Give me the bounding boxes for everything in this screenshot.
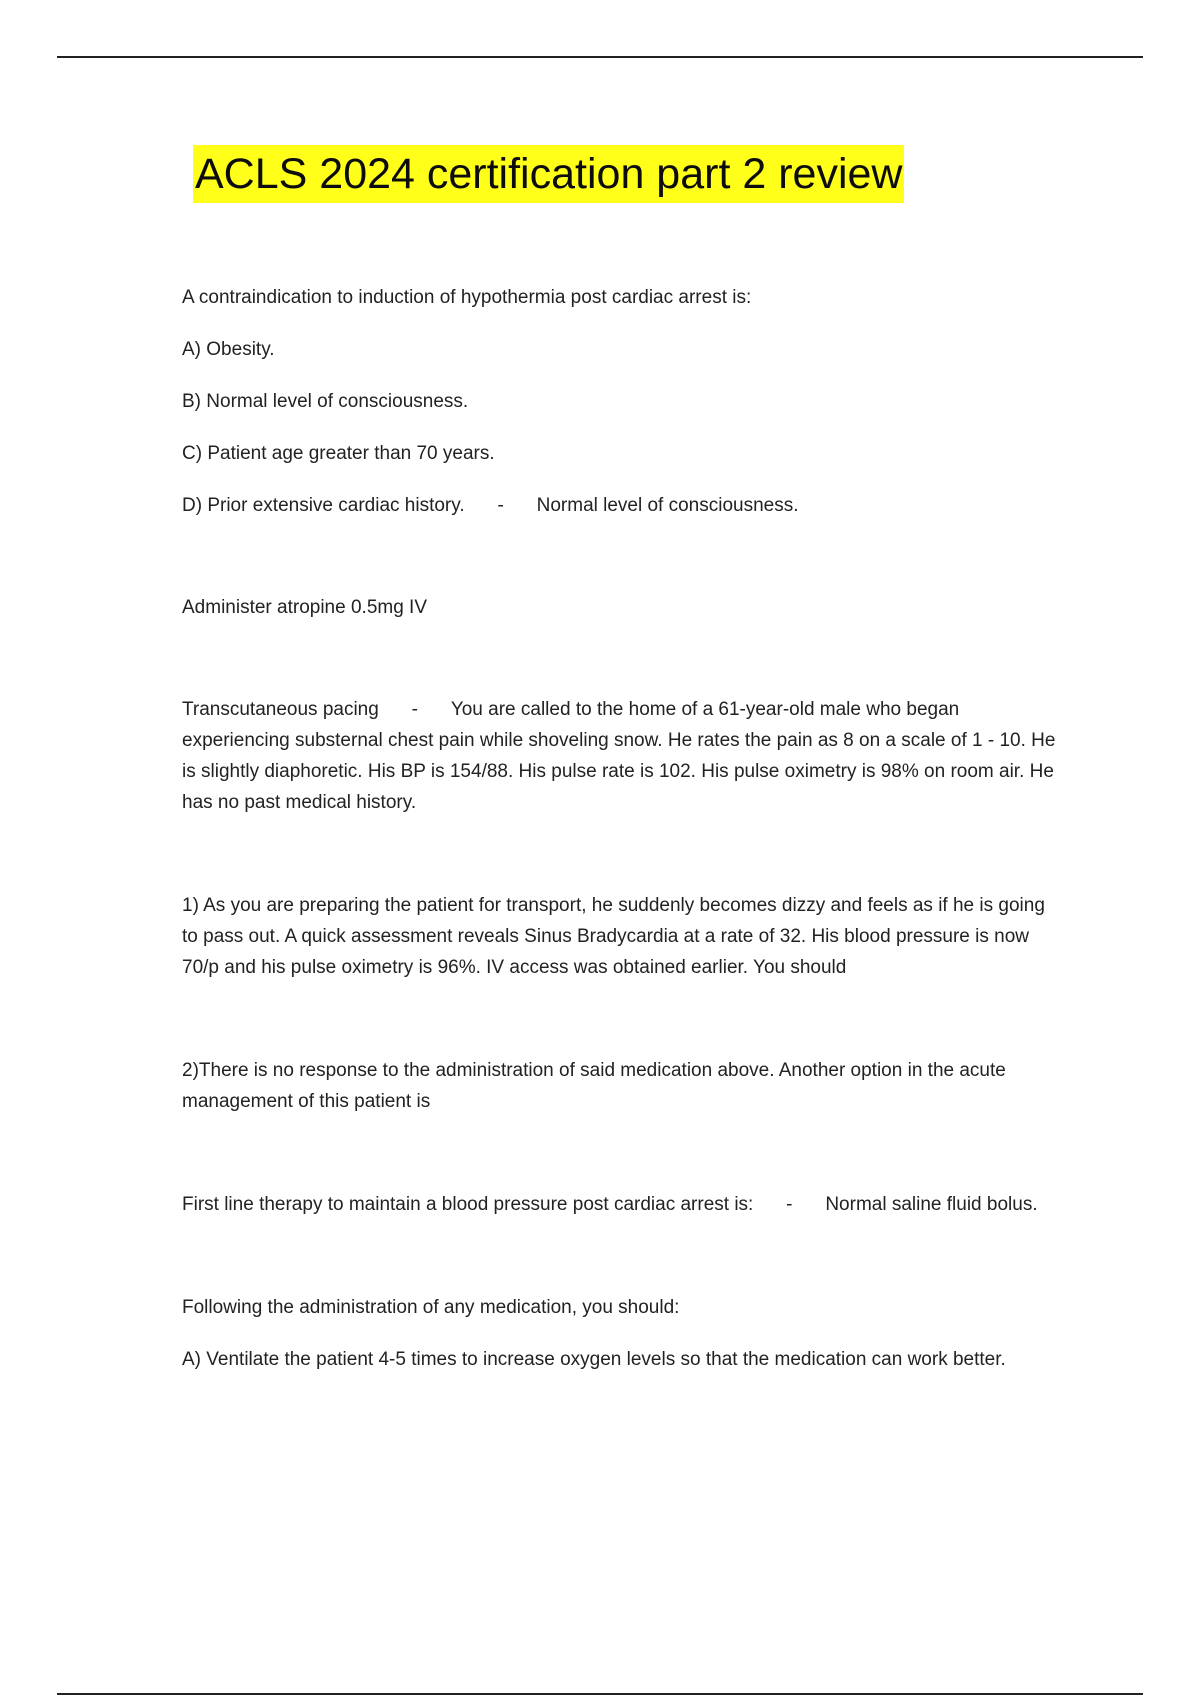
option-b: B) Normal level of consciousness. (182, 391, 469, 412)
atropine-line: Administer atropine 0.5mg IV (182, 597, 428, 618)
option-c: C) Patient age greater than 70 years. (182, 443, 495, 464)
option-d-with-answer (182, 490, 1062, 521)
pacing-label: Transcutaneous pacing (182, 699, 379, 720)
document-title: ACLS 2024 certification part 2 review (193, 145, 904, 203)
sub-question-1: 1) As you are preparing the patient for transport, he suddenly becomes dizzy and feels as if he is going to pass out. A quick assessment reveals Sinus Bradycardia at a rate of 32. His blood pressure is now 70/p and his pulse oximetry is 96%. IV access was obtained earlier. You should (182, 895, 1045, 978)
option-a: A) Obesity. (182, 339, 275, 360)
answer-separator: - (497, 495, 504, 516)
option-d: D) Prior extensive cardiac history. (182, 495, 465, 516)
top-rule (57, 56, 1143, 58)
answer-hypothermia: Normal level of consciousness. (536, 495, 799, 516)
sub-question-2: 2)There is no response to the administration of said medication above. Another option in the acute management of this patient is (182, 1060, 1006, 1112)
question-medication: Following the administration of any medication, you should: (182, 1297, 680, 1318)
document-body (182, 282, 1062, 1375)
bp-question: First line therapy to maintain a blood pressure post cardiac arrest is: (182, 1194, 754, 1215)
bp-separator: - (786, 1194, 793, 1215)
pacing-paragraph (182, 694, 1062, 818)
question-hypothermia: A contraindication to induction of hypothermia post cardiac arrest is: (182, 287, 752, 308)
pacing-separator: - (411, 699, 418, 720)
bp-question-paragraph (182, 1189, 1062, 1220)
medication-option-a: A) Ventilate the patient 4-5 times to increase oxygen levels so that the medication can work better. (182, 1349, 1006, 1370)
bottom-rule (57, 1693, 1143, 1695)
pacing-scenario: You are called to the home of a 61-year-old male who began experiencing substernal chest pain while shoveling snow. He rates the pain as 8 on a scale of 1 - 10. He is slightly diaphoretic. His BP is 154/88. His pulse rate is 102. His pulse oximetry is 98% on room air. He has no past medical history. (182, 699, 1056, 813)
bp-answer: Normal saline fluid bolus. (825, 1194, 1038, 1215)
title-block (193, 145, 904, 203)
